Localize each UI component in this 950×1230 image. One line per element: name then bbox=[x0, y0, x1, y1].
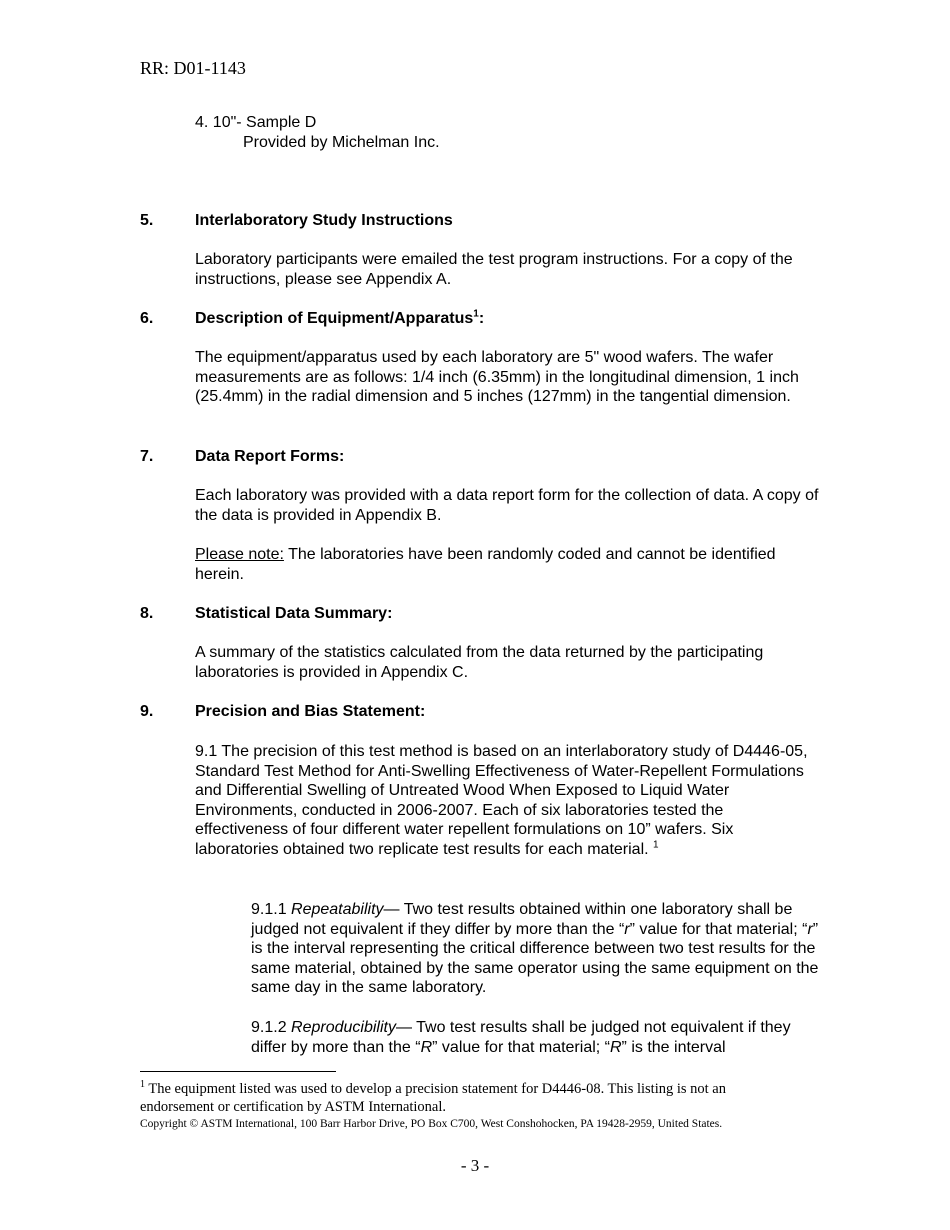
section-8-body: A summary of the statistics calculated from the data returned by the participating laboratories is provided in Appendix C. bbox=[195, 644, 764, 681]
section-8-title: Statistical Data Summary: bbox=[195, 605, 393, 622]
footnote: $^1$ The equipment listed was used to develop a precision statement for D4446-08. This listing is not an endorsement or certification by ASTM International. bbox=[140, 1079, 726, 1115]
section-7-title: Data Report Forms: bbox=[195, 448, 345, 465]
paragraph-9-1: 9.1 The precision of this test method is based on an interlaboratory study of D4446-05, Standard Test Method for Anti-Swelling Effectiveness of Water-Repellent Formulations and Differential Swelling of Untreated Wood When Exposed to Liquid Water Environments, conducted in 2006-2007. Each of six laboratories tested the effectiveness of four different water repellent formulations on 10” wafers. Six laboratories obtained two replicate test results for each material. $^1$ bbox=[195, 743, 808, 858]
section-7-note: Please note: The laboratories have been randomly coded and cannot be identified herein. bbox=[195, 546, 776, 583]
footnote-ref: 1 bbox=[473, 308, 479, 320]
paragraph-9-1-1: 9.1.1 Repeatability— Two test results obtained within one laboratory shall be judged not equivalent if they differ by more than the “r” value for that material; “r” is the interval representing the critical difference between two test results for the same material, obtained by the same operator using the same equipment on the same day in the same laboratory. bbox=[251, 901, 819, 997]
section-5-title: Interlaboratory Study Instructions bbox=[195, 212, 453, 229]
footnote-divider bbox=[140, 1071, 336, 1072]
report-id: RR: D01-1143 bbox=[140, 58, 246, 78]
section-8-number: 8. bbox=[140, 605, 154, 622]
footnote-mark: 1 bbox=[140, 1079, 145, 1091]
section-9-title: Precision and Bias Statement: bbox=[195, 703, 426, 720]
section-5-number: 5. bbox=[140, 212, 154, 229]
footnote-ref: 1 bbox=[653, 839, 659, 851]
sample-d-label: 4. 10"- Sample D bbox=[195, 114, 317, 131]
section-9-number: 9. bbox=[140, 703, 154, 720]
section-6-number: 6. bbox=[140, 310, 154, 327]
paragraph-9-1-2: 9.1.2 Reproducibility— Two test results shall be judged not equivalent if they differ by more than the “R” value for that material; “R” is the interval bbox=[251, 1019, 791, 1056]
sample-d-provider: Provided by Michelman Inc. bbox=[243, 134, 440, 151]
section-7-body: Each laboratory was provided with a data report form for the collection of data. A copy of the data is provided in Appendix B. bbox=[195, 487, 819, 524]
page-number: - 3 - bbox=[460, 1156, 490, 1175]
section-5-body: Laboratory participants were emailed the test program instructions. For a copy of the instructions, please see Appendix A. bbox=[195, 251, 793, 288]
section-7-number: 7. bbox=[140, 448, 154, 465]
note-label: Please note: bbox=[195, 546, 284, 563]
section-6-title: Description of Equipment/Apparatus$^1$: bbox=[195, 308, 485, 327]
copyright-line: Copyright © ASTM International, 100 Barr Harbor Drive, PO Box C700, West Conshohocken, PA 19428-2959, United States. bbox=[140, 1118, 723, 1130]
section-6-body: The equipment/apparatus used by each laboratory are 5" wood wafers. The wafer measurements are as follows: 1/4 inch (6.35mm) in the longitudinal dimension, 1 inch (25.4mm) in the radial dimension and 5 inches (127mm) in the tangential dimension. bbox=[195, 349, 799, 406]
